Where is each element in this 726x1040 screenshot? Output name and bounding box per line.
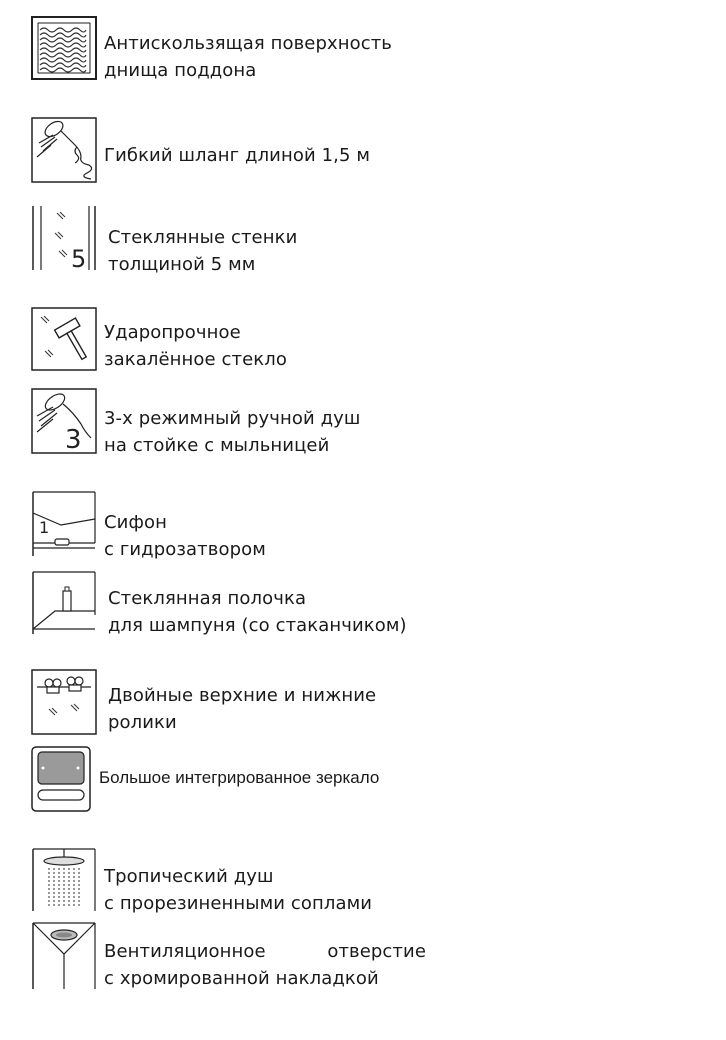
feature-ventilation: [0, 920, 726, 992]
siphon-numeral: 1: [39, 518, 50, 537]
feature-line: Стеклянная полочка: [108, 588, 307, 609]
feature-rollers: [0, 668, 726, 738]
feature-text: [108, 682, 376, 736]
feature-tempered-glass: [0, 305, 726, 375]
feature-line: на стойке с мыльницей: [104, 435, 330, 456]
feature-line: с гидрозатвором: [104, 539, 266, 560]
feature-mirror: [0, 746, 726, 816]
feature-text: [104, 319, 287, 373]
feature-line: Ударопрочное: [104, 322, 241, 343]
feature-line: Стеклянные стенки: [108, 227, 298, 248]
ventilation-icon: [31, 922, 97, 990]
feature-text: [104, 938, 426, 992]
feature-line: с хромированной накладкой: [104, 968, 379, 989]
thickness-numeral: 5: [71, 245, 87, 271]
mode-numeral: 3: [65, 425, 82, 454]
feature-line: днища поддона: [104, 60, 257, 81]
feature-rain-shower: [0, 846, 726, 916]
feature-glass-walls: [0, 203, 726, 273]
feature-text: [104, 863, 372, 917]
feature-line: с прорезиненными соплами: [104, 893, 373, 914]
feature-line: 3-х режимный ручной душ: [104, 408, 361, 429]
feature-line: Большое интегрированное зеркало: [99, 768, 380, 787]
feature-line: толщиной 5 мм: [108, 254, 256, 275]
feature-text: [108, 585, 407, 639]
glass-walls-icon: [31, 205, 97, 271]
siphon-icon: [31, 491, 97, 557]
feature-text: [104, 142, 370, 169]
feature-anti-slip: [0, 14, 726, 84]
rain-shower-icon: [31, 848, 97, 912]
feature-line: Гибкий шланг длиной 1,5 м: [104, 145, 370, 166]
feature-word: отверстие: [327, 941, 426, 962]
feature-siphon: [0, 490, 726, 560]
feature-hand-shower: [0, 386, 726, 456]
glass-shelf-icon: [31, 571, 97, 635]
feature-line: Двойные верхние и нижние: [108, 685, 377, 706]
feature-text: [104, 30, 392, 84]
feature-text: [108, 224, 297, 278]
flexible-hose-icon: [31, 117, 97, 183]
feature-text: [104, 405, 361, 459]
feature-line: Тропический душ: [104, 866, 274, 887]
mirror-icon: [31, 746, 91, 812]
hand-shower-icon: [31, 388, 97, 454]
feature-flexible-hose: [0, 115, 726, 185]
feature-line: [104, 938, 426, 965]
rollers-icon: [31, 669, 97, 735]
feature-text: [104, 509, 266, 563]
anti-slip-surface-icon: [31, 16, 97, 80]
feature-word: Вентиляционное: [104, 941, 266, 962]
feature-line: Антискользящая поверхность: [104, 33, 393, 54]
feature-line: закалённое стекло: [104, 349, 287, 370]
hammer-glass-icon: [31, 307, 97, 371]
feature-text: [99, 764, 379, 791]
feature-line: Сифон: [104, 512, 167, 533]
feature-line: для шампуня (со стаканчиком): [108, 615, 407, 636]
feature-line: ролики: [108, 712, 177, 733]
feature-glass-shelf: [0, 568, 726, 638]
